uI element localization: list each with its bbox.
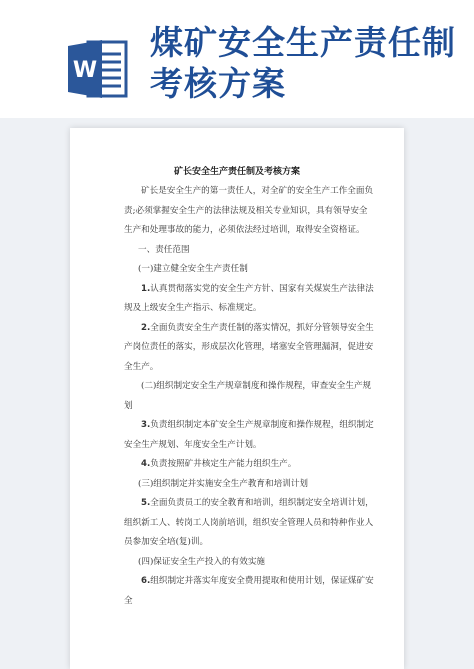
item-text: 负责按照矿井核定生产能力组织生产。 [150, 459, 297, 469]
item-number: 5. [141, 498, 151, 508]
list-item [124, 416, 374, 455]
item-text: 全面负责员工的安全教育和培训，组织制定安全培训计划，组织新工人、转岗工人岗前培训，组织安全管理人员和特种作业人员参加安全培(复)训。 [124, 498, 374, 547]
word-document-icon [66, 38, 128, 100]
document-title: 矿长安全生产责任制及考核方案 [173, 167, 300, 177]
subsection-heading: (三)组织制定并实施安全生产教育和培训计划 [138, 478, 308, 489]
subsection-heading: (四)保证安全生产投入的有效实施 [138, 556, 266, 567]
document-page [70, 128, 404, 669]
item-text: 认真贯彻落实党的安全生产方针、国家有关煤炭生产法律法规及上级安全生产指示、标准规定。 [124, 283, 374, 313]
item-text: 全面负责安全生产责任制的落实情况，抓好分管领导安全生产岗位责任的落实，形成层次化管理，堵塞安全管理漏洞，促进安全生产。 [124, 322, 374, 372]
item-text: 负责组织制定本矿安全生产规章制度和操作规程，组织制定安全生产规划、年度安全生产计划。 [124, 420, 374, 450]
section-heading: 一、责任范围 [138, 244, 190, 255]
item-number: 6. [141, 576, 151, 586]
subsection-heading: (二)组织制定安全生产规章制度和操作规程，审查安全生产规划 [124, 381, 372, 411]
list-item [124, 494, 374, 553]
item-number: 1. [141, 283, 151, 294]
item-text: 组织制定并落实年度安全费用提取和使用计划，保证煤矿安全 [124, 576, 374, 606]
item-number: 2. [141, 322, 151, 333]
intro-paragraph: 矿长是安全生产的第一责任人，对全矿的安全生产工作全面负责;必须掌握安全生产的法律法规及相关专业知识，具有领导安全生产和处理事故的能力，必须依法经过培训，取得安全资格证。 [124, 186, 374, 235]
item-number: 3. [141, 420, 151, 430]
title-banner [0, 0, 474, 118]
subsection-heading: (一)建立健全安全生产责任制 [138, 264, 248, 274]
document-body [124, 182, 374, 611]
banner-title: 煤矿安全生产责任制考核方案 [150, 23, 456, 103]
list-item [124, 572, 374, 611]
item-number: 4. [141, 459, 151, 469]
list-item [124, 455, 374, 475]
svg-text:W: W [72, 58, 98, 83]
list-item [124, 280, 374, 319]
list-item [124, 319, 374, 378]
